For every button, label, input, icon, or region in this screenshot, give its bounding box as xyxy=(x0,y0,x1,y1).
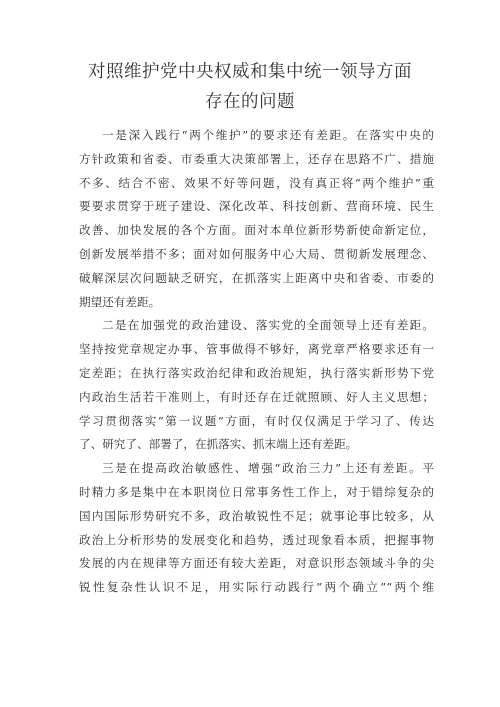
body-text-line: 学习贯彻落实“第一议题”方面，有时仅仅满足于学习了、传达 xyxy=(79,413,434,428)
document-title-line-1: 对照维护党中央权威和集中统一领导方面 xyxy=(88,62,412,82)
body-text-line: 改善、加快发展的各个方面。面对本单位新形势新使命新定位， xyxy=(79,223,434,238)
body-text-line: 了、研究了、部署了，在抓落实、抓末端上还有差距。 xyxy=(79,437,358,452)
body-text-line: 期望还有差距。 xyxy=(79,294,161,309)
body-text-line: 锐性复杂性认识不足，用实际行动践行“两个确立”“两个维 xyxy=(79,580,434,595)
body-text-line: 二是在加强党的政治建设、落实党的全面领导上还有差距。 xyxy=(102,318,434,333)
document-body xyxy=(79,124,434,600)
body-text-line: 破解深层次问题缺乏研究，在抓落实上距离中央和省委、市委的 xyxy=(79,270,434,285)
body-text-line: 一是深入践行“两个维护”的要求还有差距。在落实中央的 xyxy=(102,128,434,142)
body-text-line: 不多、结合不密、效果不好等问题，没有真正将“两个维护”重 xyxy=(79,175,434,190)
body-text-line: 要要求贯穿于班子建设、深化改革、科技创新、营商环境、民生 xyxy=(79,199,434,214)
body-text-line: 发展的内在规律等方面还有较大差距，对意识形态领域斗争的尖 xyxy=(79,556,434,571)
body-text-line: 内政治生活若干准则上，有时还存在迁就照顾、好人主义思想； xyxy=(79,389,434,404)
body-text-line: 时精力多是集中在本职岗位日常事务性工作上，对于错综复杂的 xyxy=(79,484,434,499)
body-text-line: 国内国际形势研究不多，政治敏锐性不足；就事论事比较多，从 xyxy=(79,508,434,523)
document-title-line-2: 存在的问题 xyxy=(205,92,295,112)
body-text-line: 创新发展举措不多；面对如何服务中心大局、贯彻新发展理念、 xyxy=(79,246,434,261)
body-text-line: 坚持按党章规定办事、管事做得不够好，离党章严格要求还有一 xyxy=(79,342,434,357)
body-text-line: 政治上分析形势的发展变化和趋势，透过现象看本质，把握事物 xyxy=(79,532,434,547)
body-text-line: 三是在提高政治敏感性、增强“政治三力”上还有差距。平 xyxy=(102,461,434,476)
body-text-line: 方针政策和省委、市委重大决策部署上，还存在思路不广、措施 xyxy=(79,151,434,166)
body-text-line: 定差距；在执行落实政治纪律和政治规矩，执行落实新形势下党 xyxy=(79,365,434,380)
